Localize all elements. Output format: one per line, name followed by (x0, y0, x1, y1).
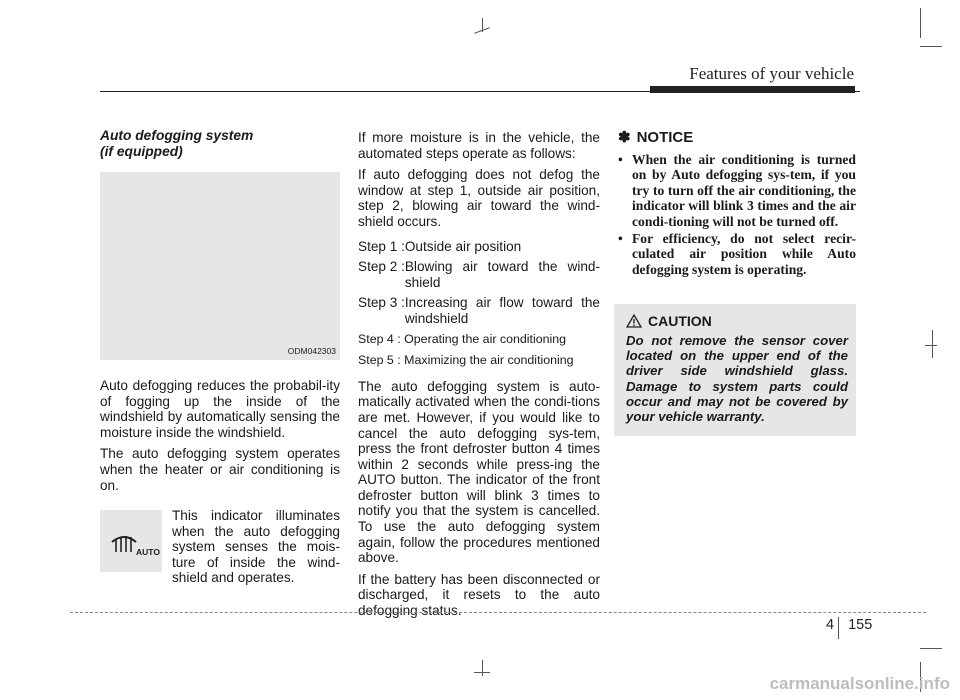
step-label: Step 1 : (358, 238, 405, 254)
crop-mark (474, 672, 490, 673)
auto-defog-indicator-icon (100, 510, 162, 572)
caution-box (614, 304, 856, 436)
defrost-icon (100, 510, 162, 572)
crop-mark (920, 648, 942, 649)
step-label: Step 5 : (358, 353, 405, 368)
illustration-placeholder (100, 172, 340, 360)
step-item (358, 239, 600, 255)
step-item (358, 259, 600, 290)
notice-title (618, 130, 856, 146)
step-text: Outside air position (404, 238, 522, 254)
notice-list (618, 152, 856, 278)
step-label: Step 4 : (358, 331, 405, 346)
paragraph: If auto defogging does not defog the window at step 1, outside air position, step 2, blowing air toward the wind-shield occurs. (358, 167, 600, 229)
paragraph: The auto defogging system operates when the heater or air conditioning is on. (100, 446, 340, 493)
notice-item-text: When the air conditioning is turned on by Auto defogging sys-tem, if you try to turn off the air conditioning, the indicator will blink 3 times and the air condi-tioning will not be turned off. (632, 151, 856, 229)
notice-title-text: NOTICE (636, 129, 694, 146)
step-item (358, 353, 600, 369)
header-accent-bar (650, 86, 855, 93)
notice-item (618, 231, 856, 278)
section-heading (100, 128, 340, 159)
step-item (358, 295, 600, 326)
footer-divider (70, 612, 926, 613)
step-label: Step 2 : (358, 259, 405, 275)
crop-mark (932, 330, 933, 358)
section-header-title: Features of your vehicle (689, 64, 854, 83)
notice-mark-icon: ✽ (618, 129, 631, 146)
section-heading-line2: (if equipped) (100, 143, 183, 159)
caution-title-text: CAUTION (648, 313, 712, 329)
section-number: 4 (826, 617, 835, 633)
notice-item-text: For efficiency, do not select recir-culated air position while Auto defogging system is operating. (632, 230, 856, 277)
middle-column (358, 130, 600, 625)
section-heading-line1: Auto defogging system (100, 128, 254, 143)
indicator-icon-label: AUTO (136, 547, 160, 557)
step-item (358, 332, 600, 348)
page-number-separator (838, 617, 839, 639)
crop-mark (920, 8, 921, 38)
image-code: ODM042303 (287, 346, 336, 356)
paragraph: If more moisture is in the vehicle, the automated steps operate as follows: (358, 130, 600, 161)
watermark: carmanualsonline.info (769, 674, 950, 693)
paragraph: The auto defogging system is auto-matically activated when the condi-tions are met. However, if you would like to cancel the auto defogging sys-tem, press the front defroster button 4 times within 2 seconds while press-ing the AUTO button. The indicator of the front defroster button will blink 3 times to notify you that the system is cancelled. To use the auto defogging system again, follow the procedures mentioned above. (358, 378, 600, 566)
step-label: Step 3 : (358, 295, 405, 311)
step-text: Maximizing the air conditioning (404, 353, 574, 368)
crop-mark (925, 345, 937, 346)
step-text: Increasing air flow toward the windshield (404, 295, 600, 326)
crop-mark (482, 660, 483, 676)
warning-triangle-icon (626, 314, 642, 328)
notice-item (618, 152, 856, 230)
paragraph: Auto defogging reduces the probabil-ity of fogging up the inside of the windshield by automatically sensing the moisture inside the windshield. (100, 378, 340, 440)
left-column (100, 128, 340, 159)
left-column-body (100, 378, 340, 499)
bullet-icon: • (618, 151, 623, 167)
crop-mark (920, 46, 942, 47)
page-number (826, 617, 872, 633)
indicator-description: This indicator illuminates when the auto defogging system senses the mois-ture of inside the wind-shield and operates. (172, 508, 340, 586)
caution-title (626, 313, 712, 329)
notice-section (618, 130, 856, 278)
bullet-icon: • (618, 230, 623, 246)
paragraph: If the battery has been disconnected or discharged, it resets to the auto defogging status. (358, 571, 600, 619)
step-text: Operating the air conditioning (404, 331, 567, 346)
step-text: Blowing air toward the wind-shield (404, 259, 600, 290)
caution-text: Do not remove the sensor cover located on the upper end of the driver side windshield glass. Damage to system parts could occur and may not be covered by your vehicle warranty. (626, 333, 848, 425)
page-number-value: 155 (848, 617, 873, 633)
